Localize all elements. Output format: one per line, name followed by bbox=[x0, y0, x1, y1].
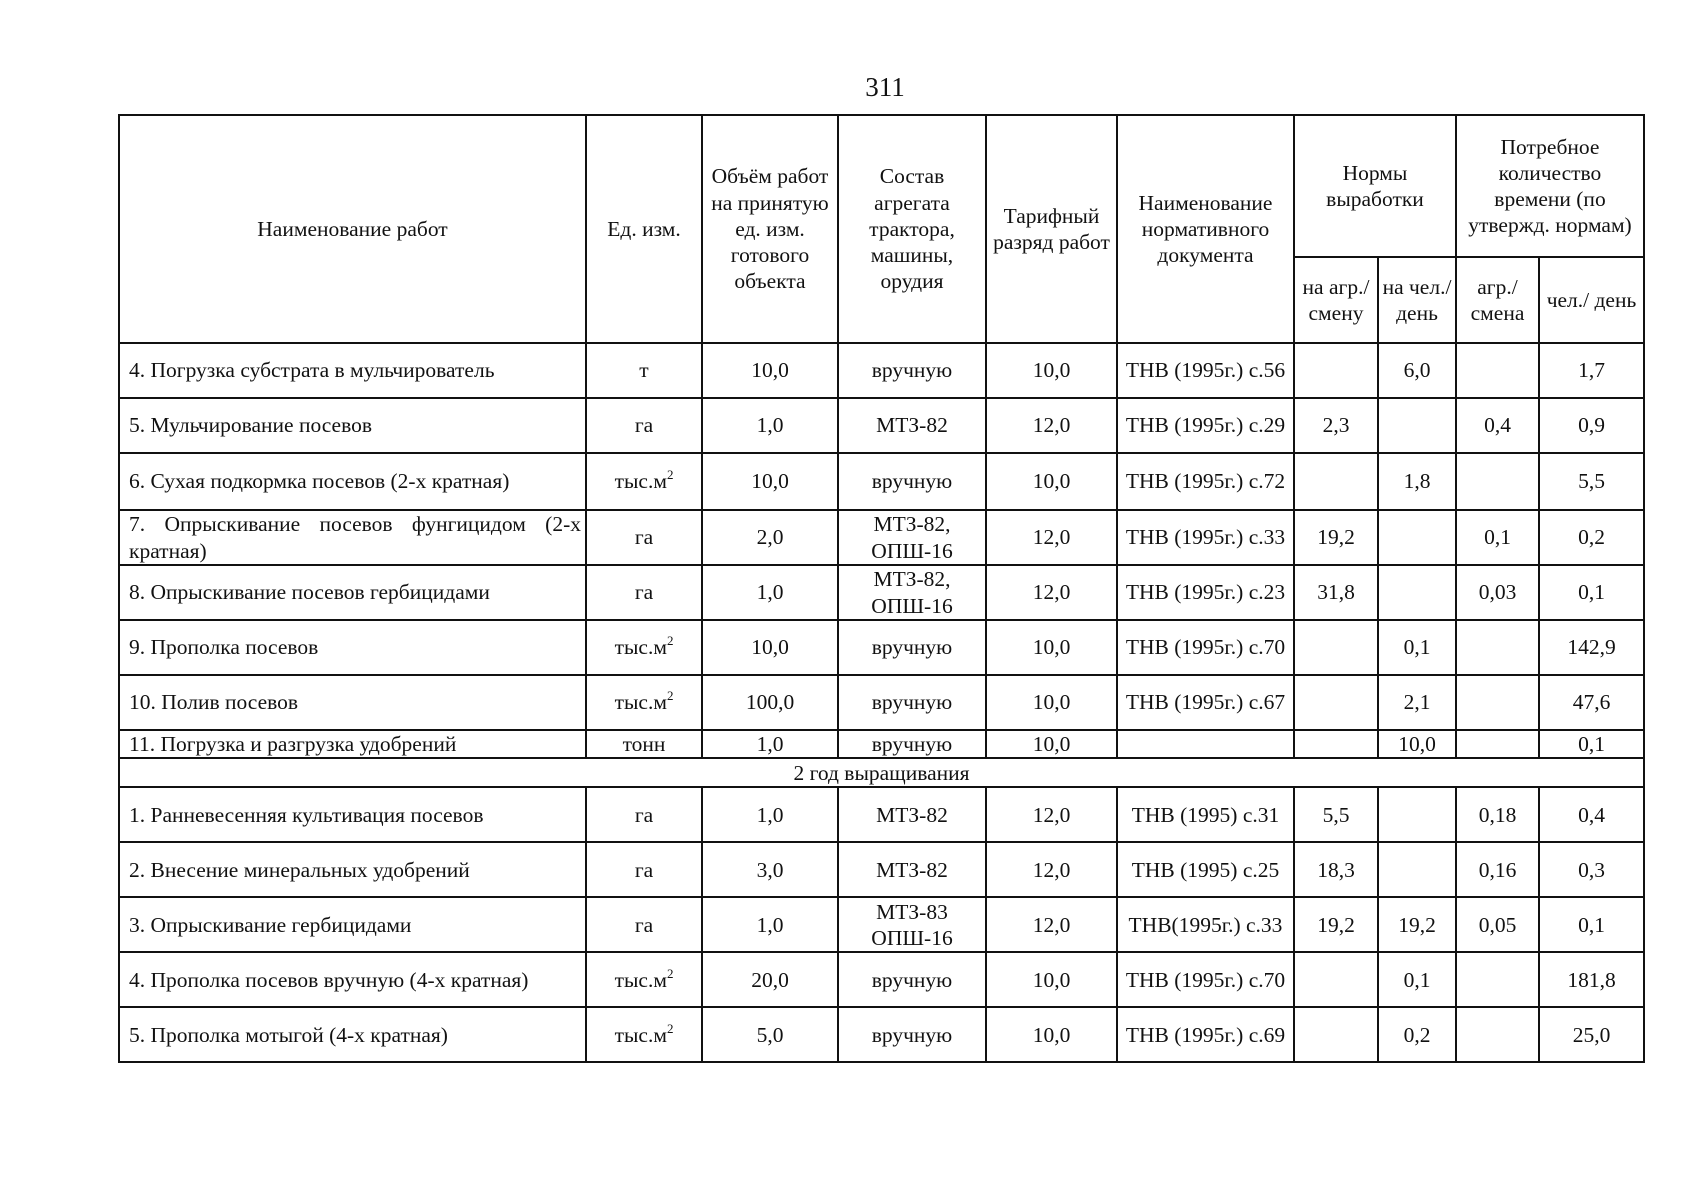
cell-time-man: 0,9 bbox=[1539, 398, 1644, 453]
unit-text: га bbox=[634, 912, 654, 937]
cell-time-agr bbox=[1456, 453, 1539, 510]
cell-composition: МТЗ-82, ОПШ-16 bbox=[838, 510, 986, 565]
cell-unit bbox=[586, 565, 702, 620]
unit-superscript: 2 bbox=[666, 467, 674, 483]
section-row bbox=[119, 758, 1644, 787]
cell-doc: ТНВ (1995г.) с.29 bbox=[1117, 398, 1294, 453]
cell-tariff: 12,0 bbox=[986, 398, 1117, 453]
col-header-norms-agr: на агр./ смену bbox=[1294, 257, 1378, 343]
cell-name: 1. Ранневесенняя культивация посевов bbox=[119, 787, 586, 842]
cell-tariff: 12,0 bbox=[986, 510, 1117, 565]
cell-unit bbox=[586, 343, 702, 398]
cell-norm-man bbox=[1378, 842, 1456, 897]
cell-volume: 10,0 bbox=[702, 343, 838, 398]
cell-time-man: 181,8 bbox=[1539, 952, 1644, 1007]
unit-text: тыс.м bbox=[614, 469, 667, 494]
page-number: 311 bbox=[865, 72, 905, 102]
cell-tariff: 10,0 bbox=[986, 730, 1117, 758]
cell-name: 5. Мульчирование посевов bbox=[119, 398, 586, 453]
cell-composition: МТЗ-82 bbox=[838, 787, 986, 842]
cell-norm-man bbox=[1378, 510, 1456, 565]
table-row bbox=[119, 730, 1644, 758]
cell-norm-agr: 19,2 bbox=[1294, 510, 1378, 565]
cell-norm-man: 6,0 bbox=[1378, 343, 1456, 398]
col-header-name: Наименование работ bbox=[119, 115, 586, 343]
cell-composition: МТЗ-82 bbox=[838, 398, 986, 453]
table-row bbox=[119, 343, 1644, 398]
cell-name: 7. Опрыскивание посевов фунгицидом (2-х кратная) bbox=[119, 510, 586, 565]
cell-composition: вручную bbox=[838, 1007, 986, 1062]
cell-volume: 1,0 bbox=[702, 398, 838, 453]
cell-doc: ТНВ(1995г.) с.33 bbox=[1117, 897, 1294, 952]
cell-unit bbox=[586, 398, 702, 453]
cell-composition: МТЗ-82 bbox=[838, 842, 986, 897]
cell-time-agr: 0,05 bbox=[1456, 897, 1539, 952]
cell-volume: 5,0 bbox=[702, 1007, 838, 1062]
table-row bbox=[119, 1007, 1644, 1062]
table-row bbox=[119, 897, 1644, 952]
cell-norm-man: 19,2 bbox=[1378, 897, 1456, 952]
cell-tariff: 10,0 bbox=[986, 675, 1117, 730]
cell-doc: ТНВ (1995г.) с.70 bbox=[1117, 620, 1294, 675]
cell-name: 3. Опрыскивание гербицидами bbox=[119, 897, 586, 952]
cell-volume: 100,0 bbox=[702, 675, 838, 730]
cell-norm-agr: 5,5 bbox=[1294, 787, 1378, 842]
cell-time-man: 0,1 bbox=[1539, 730, 1644, 758]
cell-tariff: 10,0 bbox=[986, 952, 1117, 1007]
cell-time-man: 0,3 bbox=[1539, 842, 1644, 897]
cell-norm-man: 10,0 bbox=[1378, 730, 1456, 758]
cell-time-agr bbox=[1456, 952, 1539, 1007]
cell-doc: ТНВ (1995г.) с.67 bbox=[1117, 675, 1294, 730]
cell-name: 8. Опрыскивание посевов гербицидами bbox=[119, 565, 586, 620]
cell-norm-man bbox=[1378, 565, 1456, 620]
cell-time-man: 5,5 bbox=[1539, 453, 1644, 510]
cell-composition: МТЗ-83 ОПШ-16 bbox=[838, 897, 986, 952]
table-row bbox=[119, 842, 1644, 897]
cell-tariff: 10,0 bbox=[986, 1007, 1117, 1062]
cell-volume: 20,0 bbox=[702, 952, 838, 1007]
cell-composition: вручную bbox=[838, 952, 986, 1007]
cell-norm-agr bbox=[1294, 453, 1378, 510]
col-header-composition: Состав агрегата трактора, машины, орудия bbox=[838, 115, 986, 343]
cell-doc: ТНВ (1995г.) с.33 bbox=[1117, 510, 1294, 565]
unit-text: тонн bbox=[622, 732, 666, 756]
cell-tariff: 12,0 bbox=[986, 787, 1117, 842]
cell-volume: 1,0 bbox=[702, 730, 838, 758]
cell-norm-agr bbox=[1294, 730, 1378, 758]
unit-text: тыс.м bbox=[614, 635, 667, 660]
cell-time-agr bbox=[1456, 730, 1539, 758]
table-row bbox=[119, 398, 1644, 453]
table-body bbox=[119, 343, 1644, 1062]
cell-unit bbox=[586, 510, 702, 565]
cell-time-agr: 0,1 bbox=[1456, 510, 1539, 565]
cell-time-man: 0,4 bbox=[1539, 787, 1644, 842]
cell-time-man: 0,1 bbox=[1539, 565, 1644, 620]
cell-norm-agr bbox=[1294, 343, 1378, 398]
col-header-norms: Нормы выработки bbox=[1294, 115, 1456, 257]
cell-volume: 2,0 bbox=[702, 510, 838, 565]
unit-text: тыс.м bbox=[614, 967, 667, 992]
table-row bbox=[119, 952, 1644, 1007]
cell-norm-man bbox=[1378, 398, 1456, 453]
cell-tariff: 10,0 bbox=[986, 453, 1117, 510]
cell-doc: ТНВ (1995г.) с.70 bbox=[1117, 952, 1294, 1007]
col-header-unit: Ед. изм. bbox=[586, 115, 702, 343]
cell-name: 11. Погрузка и разгрузка удобрений bbox=[119, 730, 586, 758]
cell-time-man: 25,0 bbox=[1539, 1007, 1644, 1062]
cell-unit bbox=[586, 675, 702, 730]
cell-volume: 10,0 bbox=[702, 620, 838, 675]
col-header-doc: Наименование нормативного документа bbox=[1117, 115, 1294, 343]
cell-time-man: 1,7 bbox=[1539, 343, 1644, 398]
cell-doc: ТНВ (1995) с.31 bbox=[1117, 787, 1294, 842]
cell-composition: вручную bbox=[838, 675, 986, 730]
cell-composition: МТЗ-82, ОПШ-16 bbox=[838, 565, 986, 620]
cell-time-agr bbox=[1456, 675, 1539, 730]
cell-unit bbox=[586, 897, 702, 952]
cell-volume: 1,0 bbox=[702, 565, 838, 620]
cell-time-man: 47,6 bbox=[1539, 675, 1644, 730]
cell-unit bbox=[586, 620, 702, 675]
cell-name: 9. Прополка посевов bbox=[119, 620, 586, 675]
cell-volume: 3,0 bbox=[702, 842, 838, 897]
cell-time-agr: 0,4 bbox=[1456, 398, 1539, 453]
cell-tariff: 12,0 bbox=[986, 897, 1117, 952]
cell-unit bbox=[586, 952, 702, 1007]
works-table bbox=[118, 114, 1645, 1063]
cell-tariff: 12,0 bbox=[986, 842, 1117, 897]
table-row bbox=[119, 787, 1644, 842]
cell-time-agr bbox=[1456, 620, 1539, 675]
cell-norm-man: 0,2 bbox=[1378, 1007, 1456, 1062]
cell-time-agr bbox=[1456, 343, 1539, 398]
col-header-volume: Объём работ на принятую ед. изм. готового объекта bbox=[702, 115, 838, 343]
cell-norm-agr bbox=[1294, 952, 1378, 1007]
unit-text: га bbox=[634, 413, 654, 438]
cell-tariff: 10,0 bbox=[986, 343, 1117, 398]
cell-norm-agr: 2,3 bbox=[1294, 398, 1378, 453]
section-heading: 2 год выращивания bbox=[119, 758, 1644, 787]
cell-norm-man: 2,1 bbox=[1378, 675, 1456, 730]
cell-name: 5. Прополка мотыгой (4-х кратная) bbox=[119, 1007, 586, 1062]
unit-superscript: 2 bbox=[666, 965, 674, 981]
unit-superscript: 2 bbox=[666, 1020, 674, 1036]
unit-text: тыс.м bbox=[614, 690, 667, 715]
cell-volume: 1,0 bbox=[702, 787, 838, 842]
cell-time-agr bbox=[1456, 1007, 1539, 1062]
cell-norm-man bbox=[1378, 787, 1456, 842]
cell-name: 4. Прополка посевов вручную (4-х кратная) bbox=[119, 952, 586, 1007]
cell-time-man: 0,1 bbox=[1539, 897, 1644, 952]
cell-volume: 1,0 bbox=[702, 897, 838, 952]
unit-text: тыс.м bbox=[614, 1022, 667, 1047]
cell-norm-agr bbox=[1294, 675, 1378, 730]
cell-time-man: 0,2 bbox=[1539, 510, 1644, 565]
cell-name: 4. Погрузка субстрата в мульчирователь bbox=[119, 343, 586, 398]
cell-norm-man: 0,1 bbox=[1378, 620, 1456, 675]
table-row bbox=[119, 565, 1644, 620]
cell-doc: ТНВ (1995г.) с.72 bbox=[1117, 453, 1294, 510]
table-row bbox=[119, 453, 1644, 510]
unit-text: га bbox=[634, 580, 654, 605]
cell-norm-agr bbox=[1294, 620, 1378, 675]
cell-time-agr: 0,16 bbox=[1456, 842, 1539, 897]
unit-superscript: 2 bbox=[666, 688, 674, 704]
table-row bbox=[119, 675, 1644, 730]
cell-composition: вручную bbox=[838, 343, 986, 398]
cell-tariff: 10,0 bbox=[986, 620, 1117, 675]
table-row bbox=[119, 620, 1644, 675]
cell-norm-agr: 31,8 bbox=[1294, 565, 1378, 620]
cell-norm-agr: 18,3 bbox=[1294, 842, 1378, 897]
cell-time-man: 142,9 bbox=[1539, 620, 1644, 675]
cell-doc: ТНВ (1995г.) с.69 bbox=[1117, 1007, 1294, 1062]
unit-text: га bbox=[634, 525, 654, 550]
col-header-time-man: чел./ день bbox=[1539, 257, 1644, 343]
table-row bbox=[119, 510, 1644, 565]
table-header bbox=[119, 115, 1644, 343]
cell-name: 2. Внесение минеральных удобрений bbox=[119, 842, 586, 897]
unit-text: га bbox=[634, 802, 654, 827]
cell-unit bbox=[586, 1007, 702, 1062]
cell-doc: ТНВ (1995г.) с.23 bbox=[1117, 565, 1294, 620]
cell-unit bbox=[586, 842, 702, 897]
col-header-tariff: Тарифный разряд работ bbox=[986, 115, 1117, 343]
cell-unit bbox=[586, 730, 702, 758]
cell-norm-man: 1,8 bbox=[1378, 453, 1456, 510]
cell-volume: 10,0 bbox=[702, 453, 838, 510]
cell-tariff: 12,0 bbox=[986, 565, 1117, 620]
cell-time-agr: 0,18 bbox=[1456, 787, 1539, 842]
col-header-time: Потребное количество времени (по утвержд. нормам) bbox=[1456, 115, 1644, 257]
cell-time-agr: 0,03 bbox=[1456, 565, 1539, 620]
col-header-norms-man: на чел./ день bbox=[1378, 257, 1456, 343]
cell-doc: ТНВ (1995г.) с.56 bbox=[1117, 343, 1294, 398]
cell-name: 6. Сухая подкормка посевов (2-х кратная) bbox=[119, 453, 586, 510]
cell-composition: вручную bbox=[838, 730, 986, 758]
cell-unit bbox=[586, 453, 702, 510]
cell-name: 10. Полив посевов bbox=[119, 675, 586, 730]
unit-superscript: 2 bbox=[666, 633, 674, 649]
cell-norm-agr: 19,2 bbox=[1294, 897, 1378, 952]
unit-text: га bbox=[634, 857, 654, 882]
cell-doc: ТНВ (1995) с.25 bbox=[1117, 842, 1294, 897]
col-header-time-agr: агр./ смена bbox=[1456, 257, 1539, 343]
cell-composition: вручную bbox=[838, 620, 986, 675]
cell-unit bbox=[586, 787, 702, 842]
cell-doc bbox=[1117, 730, 1294, 758]
cell-norm-agr bbox=[1294, 1007, 1378, 1062]
cell-norm-man: 0,1 bbox=[1378, 952, 1456, 1007]
cell-composition: вручную bbox=[838, 453, 986, 510]
unit-text: т bbox=[639, 358, 649, 383]
